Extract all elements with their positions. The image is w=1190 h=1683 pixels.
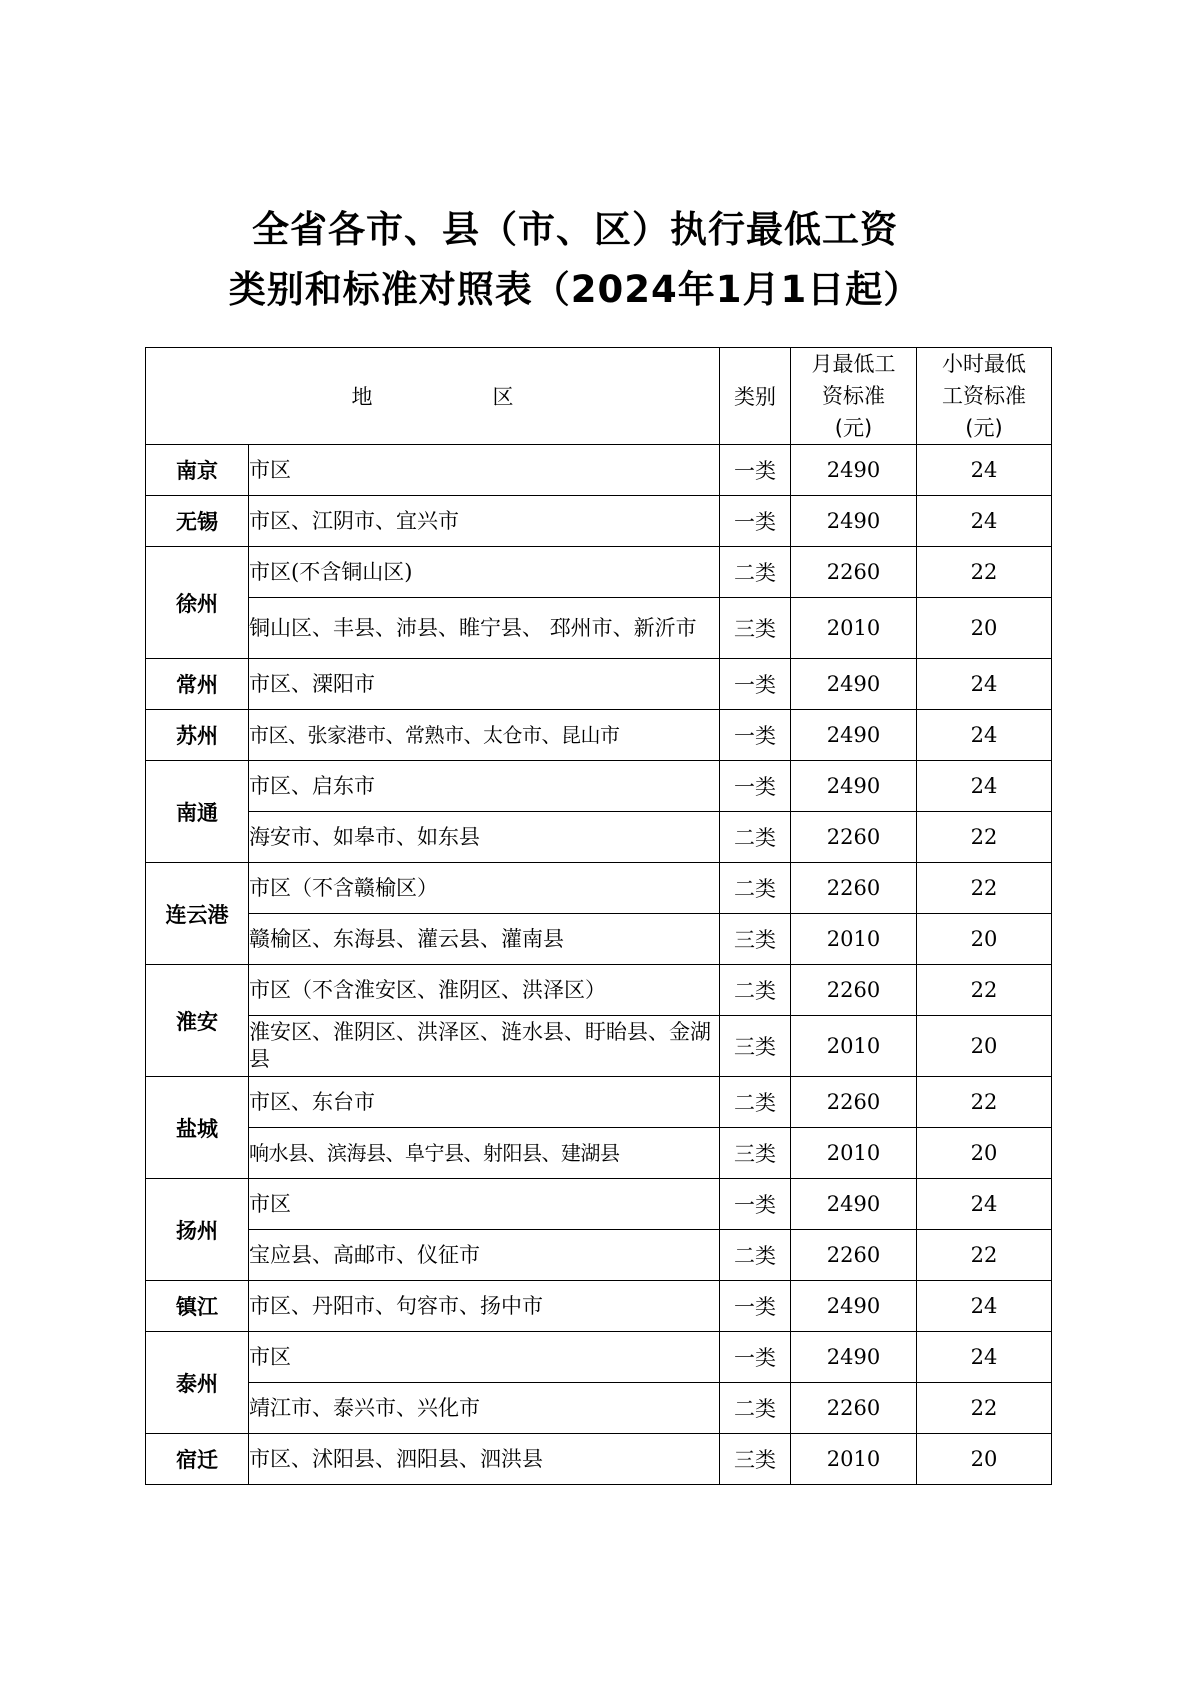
table-row	[146, 445, 1052, 496]
hourly-wage-cell: 24	[917, 710, 1052, 761]
monthly-wage-cell: 2260	[791, 863, 917, 914]
area-cell: 市区	[249, 1179, 720, 1230]
hourly-wage-cell: 24	[917, 496, 1052, 547]
hourly-wage-cell: 22	[917, 1383, 1052, 1434]
category-cell: 一类	[720, 761, 791, 812]
city-cell: 宿迁	[146, 1434, 249, 1485]
area-cell: 市区(不含铜山区)	[249, 547, 720, 598]
monthly-wage-cell: 2490	[791, 659, 917, 710]
table-row	[146, 1128, 1052, 1179]
monthly-wage-cell: 2010	[791, 598, 917, 659]
monthly-wage-cell: 2490	[791, 710, 917, 761]
category-cell: 二类	[720, 863, 791, 914]
monthly-wage-cell: 2010	[791, 914, 917, 965]
city-cell: 连云港	[146, 863, 249, 965]
area-cell: 市区、启东市	[249, 761, 720, 812]
table-row	[146, 1077, 1052, 1128]
table-row	[146, 547, 1052, 598]
header-region: 地 区	[146, 348, 720, 445]
table-row	[146, 659, 1052, 710]
category-cell: 三类	[720, 1128, 791, 1179]
table-row	[146, 863, 1052, 914]
area-cell: 响水县、滨海县、阜宁县、射阳县、建湖县	[249, 1128, 720, 1179]
area-cell: 市区	[249, 445, 720, 496]
city-cell: 南通	[146, 761, 249, 863]
category-cell: 二类	[720, 1077, 791, 1128]
area-cell: 市区（不含赣榆区）	[249, 863, 720, 914]
hourly-wage-cell: 24	[917, 1281, 1052, 1332]
city-cell: 南京	[146, 445, 249, 496]
table-row	[146, 1434, 1052, 1485]
category-cell: 一类	[720, 659, 791, 710]
table-row	[146, 710, 1052, 761]
area-cell: 赣榆区、东海县、灌云县、灌南县	[249, 914, 720, 965]
area-cell: 市区、溧阳市	[249, 659, 720, 710]
area-cell: 市区、丹阳市、句容市、扬中市	[249, 1281, 720, 1332]
area-cell: 宝应县、高邮市、仪征市	[249, 1230, 720, 1281]
city-cell: 镇江	[146, 1281, 249, 1332]
category-cell: 二类	[720, 812, 791, 863]
hourly-wage-cell: 22	[917, 812, 1052, 863]
city-cell: 常州	[146, 659, 249, 710]
hourly-wage-cell: 24	[917, 659, 1052, 710]
area-cell: 靖江市、泰兴市、兴化市	[249, 1383, 720, 1434]
hourly-wage-cell: 22	[917, 1230, 1052, 1281]
category-cell: 三类	[720, 1434, 791, 1485]
hourly-wage-cell: 22	[917, 965, 1052, 1016]
category-cell: 一类	[720, 1281, 791, 1332]
document-title	[0, 200, 1190, 320]
title-line-1: 全省各市、县（市、区）执行最低工资	[252, 208, 898, 251]
table-row	[146, 1016, 1052, 1077]
table-row	[146, 598, 1052, 659]
category-cell: 二类	[720, 1383, 791, 1434]
area-cell: 市区、沭阳县、泗阳县、泗洪县	[249, 1434, 720, 1485]
monthly-wage-cell: 2490	[791, 1179, 917, 1230]
table-row	[146, 1383, 1052, 1434]
area-cell: 淮安区、淮阴区、洪泽区、涟水县、盱眙县、金湖县	[249, 1016, 720, 1077]
table-row	[146, 914, 1052, 965]
category-cell: 三类	[720, 914, 791, 965]
category-cell: 一类	[720, 445, 791, 496]
city-cell: 淮安	[146, 965, 249, 1077]
category-cell: 二类	[720, 1230, 791, 1281]
table-row	[146, 761, 1052, 812]
city-cell: 苏州	[146, 710, 249, 761]
area-cell: 市区	[249, 1332, 720, 1383]
table-row	[146, 1281, 1052, 1332]
hourly-wage-cell: 20	[917, 1128, 1052, 1179]
hourly-wage-cell: 22	[917, 863, 1052, 914]
hourly-wage-cell: 24	[917, 445, 1052, 496]
area-cell: 市区、江阴市、宜兴市	[249, 496, 720, 547]
monthly-wage-cell: 2490	[791, 761, 917, 812]
city-cell: 泰州	[146, 1332, 249, 1434]
table-row	[146, 1179, 1052, 1230]
monthly-wage-cell: 2490	[791, 496, 917, 547]
monthly-wage-cell: 2010	[791, 1434, 917, 1485]
category-cell: 三类	[720, 598, 791, 659]
hourly-wage-cell: 24	[917, 761, 1052, 812]
hourly-wage-cell: 22	[917, 547, 1052, 598]
minimum-wage-table	[145, 347, 1052, 1485]
category-cell: 一类	[720, 710, 791, 761]
hourly-wage-cell: 20	[917, 1434, 1052, 1485]
hourly-wage-cell: 22	[917, 1077, 1052, 1128]
monthly-wage-cell: 2010	[791, 1128, 917, 1179]
table-row	[146, 812, 1052, 863]
city-cell: 盐城	[146, 1077, 249, 1179]
monthly-wage-cell: 2490	[791, 1332, 917, 1383]
area-cell: 市区（不含淮安区、淮阴区、洪泽区）	[249, 965, 720, 1016]
category-cell: 三类	[720, 1016, 791, 1077]
table-row	[146, 1332, 1052, 1383]
header-category: 类别	[720, 348, 791, 445]
table-header-row	[146, 348, 1052, 445]
monthly-wage-cell: 2010	[791, 1016, 917, 1077]
city-cell: 扬州	[146, 1179, 249, 1281]
monthly-wage-cell: 2490	[791, 445, 917, 496]
monthly-wage-cell: 2260	[791, 1077, 917, 1128]
area-cell: 铜山区、丰县、沛县、睢宁县、 邳州市、新沂市	[249, 598, 720, 659]
category-cell: 二类	[720, 547, 791, 598]
monthly-wage-cell: 2260	[791, 812, 917, 863]
title-line-2: 类别和标准对照表（2024年1月1日起）	[228, 268, 922, 311]
city-cell: 徐州	[146, 547, 249, 659]
monthly-wage-cell: 2260	[791, 1383, 917, 1434]
table-row	[146, 965, 1052, 1016]
hourly-wage-cell: 20	[917, 914, 1052, 965]
monthly-wage-cell: 2490	[791, 1281, 917, 1332]
area-cell: 市区、东台市	[249, 1077, 720, 1128]
hourly-wage-cell: 20	[917, 598, 1052, 659]
hourly-wage-cell: 20	[917, 1016, 1052, 1077]
hourly-wage-cell: 24	[917, 1179, 1052, 1230]
hourly-wage-cell: 24	[917, 1332, 1052, 1383]
monthly-wage-cell: 2260	[791, 965, 917, 1016]
category-cell: 一类	[720, 496, 791, 547]
area-cell: 市区、张家港市、常熟市、太仓市、昆山市	[249, 710, 720, 761]
table-row	[146, 496, 1052, 547]
category-cell: 一类	[720, 1332, 791, 1383]
header-monthly-wage: 月最低工 资标准 (元)	[791, 348, 917, 445]
area-cell: 海安市、如皋市、如东县	[249, 812, 720, 863]
header-hourly-wage: 小时最低 工资标准 (元)	[917, 348, 1052, 445]
monthly-wage-cell: 2260	[791, 547, 917, 598]
table-row	[146, 1230, 1052, 1281]
category-cell: 二类	[720, 965, 791, 1016]
category-cell: 一类	[720, 1179, 791, 1230]
city-cell: 无锡	[146, 496, 249, 547]
monthly-wage-cell: 2260	[791, 1230, 917, 1281]
